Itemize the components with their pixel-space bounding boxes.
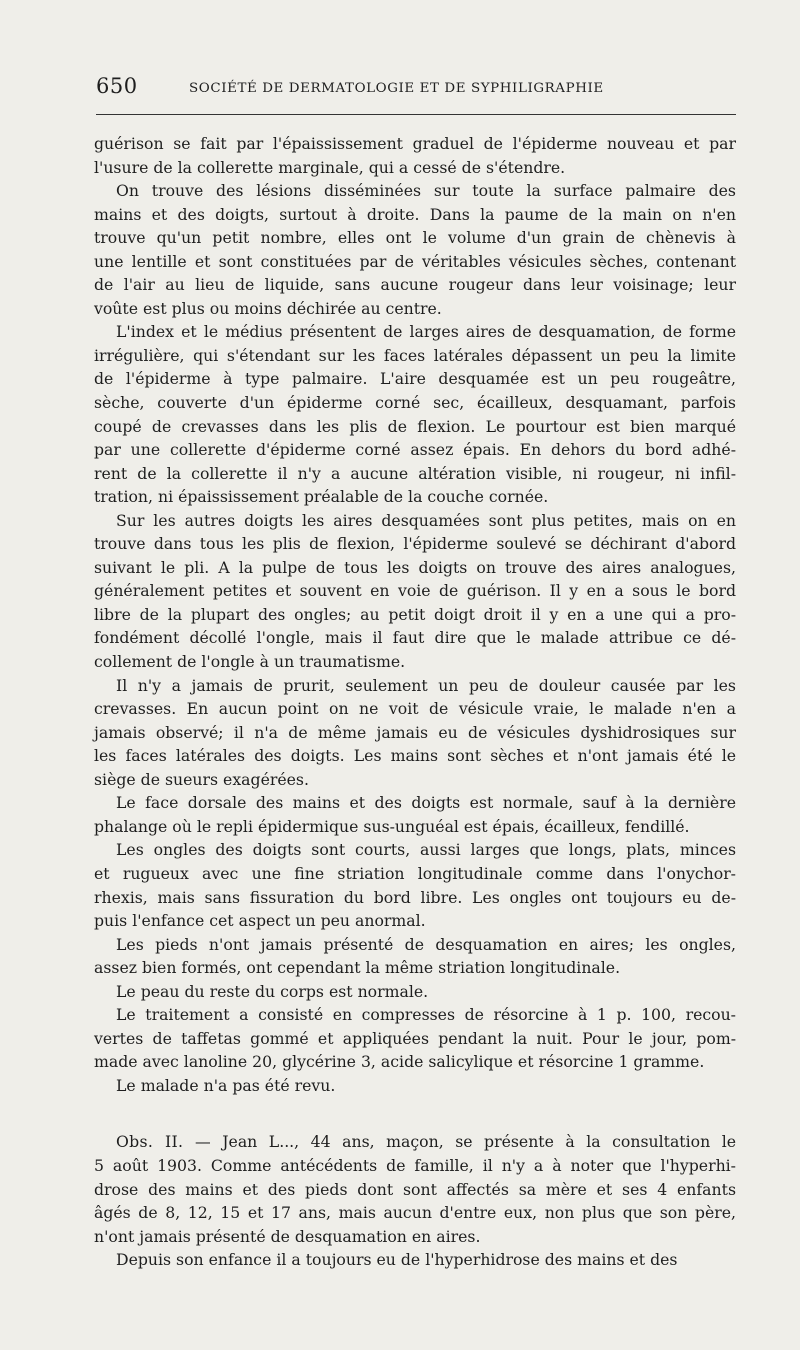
text-line: Le face dorsale des mains et des doigts est normale, sauf à la dernière (116, 793, 736, 813)
text-line: âgés de 8, 12, 15 et 17 ans, mais aucun d'entre eux, non plus que son père, (94, 1203, 736, 1223)
text-line: Les pieds n'ont jamais présenté de desquamation en aires; les ongles, (116, 934, 736, 954)
text-line: On trouve des lésions disséminées sur toute la surface palmaire des (116, 181, 736, 201)
observation-paragraph (94, 1248, 736, 1272)
paragraph (94, 1003, 736, 1074)
text-line: Le peau du reste du corps est normale. (116, 981, 429, 1001)
text-line: Le malade n'a pas été revu. (116, 1075, 336, 1095)
text-line: made avec lanoline 20, glycérine 3, acide salicylique et résorcine 1 gramme. (94, 1052, 705, 1072)
text-line: Les ongles des doigts sont courts, aussi larges que longs, plats, minces (116, 840, 736, 860)
text-line: vertes de taffetas gommé et appliquées pendant la nuit. Pour le jour, pom- (94, 1028, 736, 1048)
text-line: libre de la plupart des ongles; au petit doigt droit il y en a une qui a pro- (94, 604, 736, 624)
text-line: Obs. II. — Jean L..., 44 ans, maçon, se présente à la consultation le (116, 1132, 736, 1152)
text-line: et rugueux avec une fine striation longitudinale comme dans l'onychor- (94, 863, 736, 883)
text-line: de l'épiderme à type palmaire. L'aire desquamée est un peu rougeâtre, (94, 369, 736, 389)
header-rule (96, 114, 736, 115)
text-line: généralement petites et souvent en voie de guérison. Il y en a sous le bord (94, 581, 736, 601)
page-header (96, 74, 736, 104)
paragraph (94, 509, 736, 674)
running-head: SOCIÉTÉ DE DERMATOLOGIE ET DE SYPHILIGRAPHIE (189, 81, 604, 96)
paragraph (94, 838, 736, 932)
text-line: puis l'enfance cet aspect un peu anormal. (94, 911, 426, 931)
paragraph-list (94, 132, 736, 1097)
text-line: trouve dans tous les plis de flexion, l'épiderme soulevé se déchirant d'abord (94, 534, 736, 554)
text-line: rent de la collerette il n'y a aucune altération visible, ni rougeur, ni infil- (94, 463, 736, 483)
text-line: siège de sueurs exagérées. (94, 769, 309, 789)
paragraph (94, 980, 736, 1004)
page-number: 650 (96, 74, 138, 98)
text-line: guérison se fait par l'épaississement graduel de l'épiderme nouveau et par (94, 134, 736, 153)
paragraph (94, 179, 736, 320)
paragraph (94, 933, 736, 980)
paragraph (94, 791, 736, 838)
text-line: crevasses. En aucun point on ne voit de vésicule vraie, le malade n'en a (94, 699, 736, 719)
paragraph (94, 1074, 736, 1098)
text-line: une lentille et sont constituées par de véritables vésicules sèches, contenant (94, 251, 736, 271)
text-line: voûte est plus ou moins déchirée au centre. (94, 298, 442, 318)
paragraph (94, 320, 736, 508)
text-line: sèche, couverte d'un épiderme corné sec, écailleux, desquamant, parfois (94, 393, 736, 413)
text-line: Depuis son enfance il a toujours eu de l'hyperhidrose des mains et des (116, 1250, 678, 1270)
body-text (94, 132, 736, 1272)
text-line: Il n'y a jamais de prurit, seulement un peu de douleur causée par les (116, 675, 736, 695)
text-line: phalange où le repli épidermique sus-unguéal est épais, écailleux, fendillé. (94, 816, 690, 836)
text-line: assez bien formés, ont cependant la même striation longitudinale. (94, 958, 621, 978)
observation-ii (94, 1130, 736, 1271)
paragraph (94, 674, 736, 792)
text-line: 5 août 1903. Comme antécédents de famille, il n'y a à noter que l'hyperhi- (94, 1155, 736, 1175)
text-line: n'ont jamais présenté de desquamation en aires. (94, 1226, 481, 1246)
text-line: L'index et le médius présentent de larges aires de desquamation, de forme (116, 322, 736, 342)
text-line: collement de l'ongle à un traumatisme. (94, 652, 406, 672)
text-line: les faces latérales des doigts. Les mains sont sèches et n'ont jamais été le (94, 746, 736, 766)
section-gap (94, 1097, 736, 1130)
text-line: Le traitement a consisté en compresses de résorcine à 1 p. 100, recou- (116, 1005, 736, 1025)
text-line: fondément décollé l'ongle, mais il faut dire que le malade attribue ce dé- (94, 628, 736, 648)
text-line: coupé de crevasses dans les plis de flexion. Le pourtour est bien marqué (94, 416, 736, 436)
text-line: irrégulière, qui s'étendant sur les faces latérales dépassent un peu la limite (94, 345, 736, 365)
text-line: de l'air au lieu de liquide, sans aucune rougeur dans leur voisinage; leur (94, 275, 736, 295)
paragraph (94, 132, 736, 179)
text-line: l'usure de la collerette marginale, qui a cessé de s'étendre. (94, 157, 566, 177)
text-line: jamais observé; il n'a de même jamais eu de vésicules dyshidrosiques sur (94, 722, 736, 742)
observation-paragraph (94, 1130, 736, 1248)
text-line: Sur les autres doigts les aires desquamées sont plus petites, mais on en (116, 510, 736, 530)
observation-label: Obs. II. (116, 1132, 196, 1152)
text-line: mains et des doigts, surtout à droite. Dans la paume de la main on n'en (94, 204, 736, 224)
text-line: rhexis, mais sans fissuration du bord libre. Les ongles ont toujours eu de- (94, 887, 736, 907)
text-line: tration, ni épaississement préalable de la couche cornée. (94, 487, 549, 507)
text-line: suivant le pli. A la pulpe de tous les doigts on trouve des aires analogues, (94, 557, 736, 577)
text-line: trouve qu'un petit nombre, elles ont le volume d'un grain de chènevis à (94, 228, 736, 248)
text-line: par une collerette d'épiderme corné assez épais. En dehors du bord adhé- (94, 440, 736, 460)
text-line: drose des mains et des pieds dont sont affectés sa mère et ses 4 enfants (94, 1179, 736, 1199)
